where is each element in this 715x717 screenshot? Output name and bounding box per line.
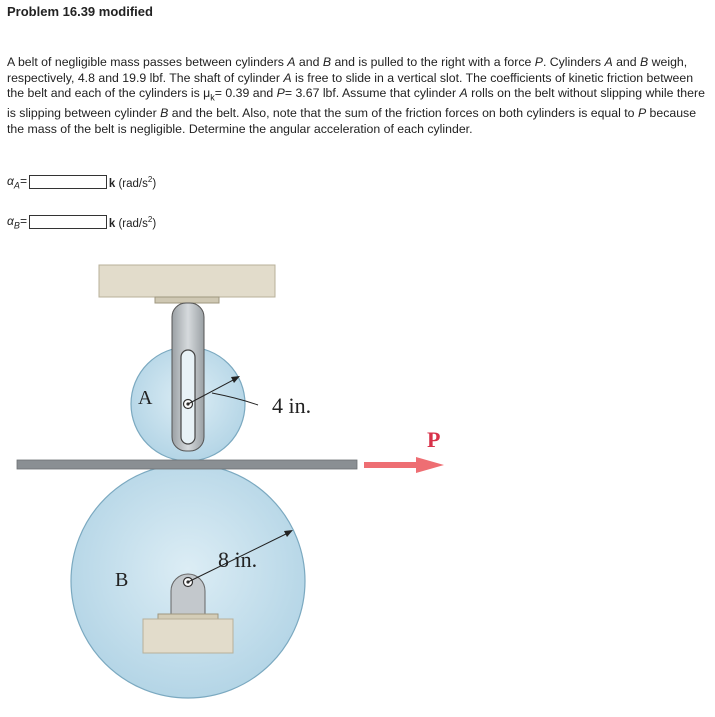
- force-p-label: P: [427, 427, 441, 452]
- radius-b-label: 8 in.: [218, 547, 258, 572]
- vertical-slot: [181, 350, 195, 444]
- alpha-b-unit: k $(rad/s^2)$: [108, 214, 157, 230]
- top-support-plate: [155, 297, 219, 303]
- alpha-a-unit: k $(rad/s^2)$: [108, 174, 157, 190]
- cylinders-figure: [0, 258, 715, 717]
- belt: [17, 460, 357, 469]
- problem-statement: A belt of negligible mass passes between cylinders A and B and is pulled to the right with a force P. Cylinders A and B weigh, respectively, 4.8 and 19.9 lbf. The shaft of cylinder A is free to slide in a vertical slot. The coefficients of kinetic friction between the belt and each of the cylinders is $\mu_k= 0.39$ and P= 3.67 lbf. Assume that cylinder A rolls on the belt without slipping while there is slipping between cylinder B and the belt. Also, note that the sum of the friction forces on both cylinders is equal to P because the mass of the belt is negligible. Determine the angular acceleration of each cylinder.: [7, 55, 705, 136]
- label-b: B: [115, 569, 129, 591]
- force-p-arrowhead: [416, 457, 444, 473]
- alpha-a-label: $\alpha_A=$: [7, 173, 27, 191]
- label-a: A: [138, 387, 153, 409]
- top-support: [99, 265, 275, 297]
- answer-row-alpha-a: [7, 174, 156, 190]
- problem-title: Problem 16.39 modified: [7, 4, 153, 19]
- bottom-support: [143, 619, 233, 653]
- radius-a-label: 4 in.: [272, 393, 312, 418]
- alpha-b-input[interactable]: [29, 215, 107, 229]
- answer-row-alpha-b: [7, 214, 156, 230]
- force-p-arrow-shaft: [364, 462, 417, 468]
- alpha-b-label: $\alpha_B=$: [7, 213, 27, 231]
- alpha-a-input[interactable]: [29, 175, 107, 189]
